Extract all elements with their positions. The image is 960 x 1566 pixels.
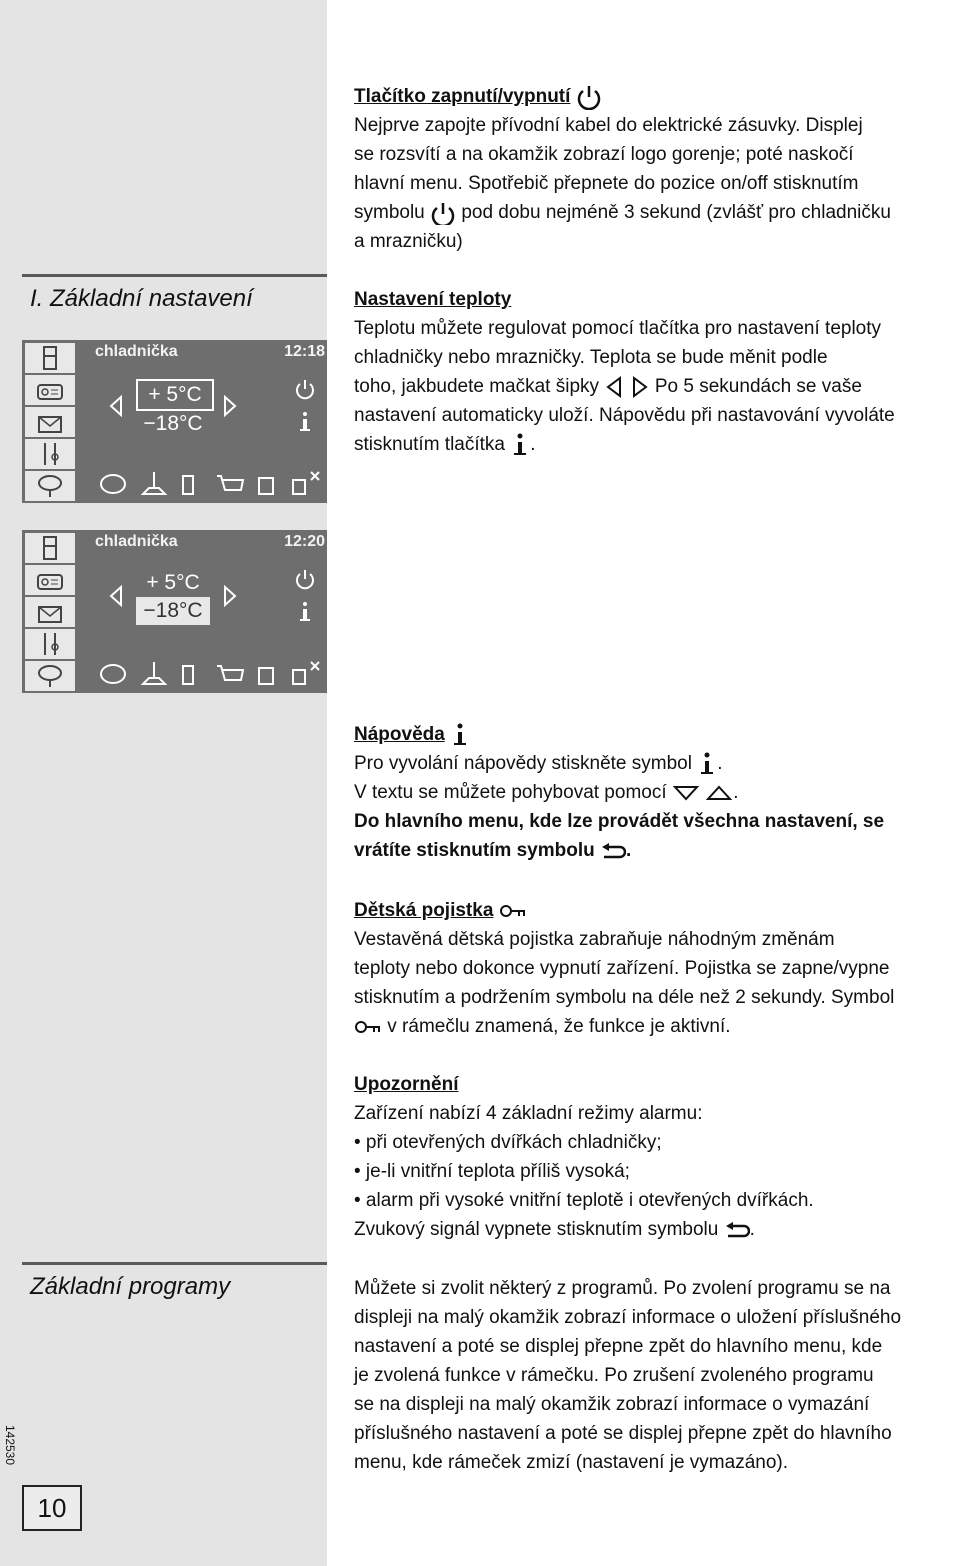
text-line: je zvolená funkce v rámečku. Po zrušení zvoleného programu (354, 1365, 874, 1386)
text-span: . (749, 1219, 755, 1240)
text-line: Můžete si zvolit některý z programů. Po zvolení programu se na (354, 1278, 891, 1299)
text-line: Do hlavního menu, kde lze provádět všechna nastavení, se (354, 811, 885, 832)
tools-icon (25, 439, 75, 469)
page-number: 10 (22, 1485, 82, 1531)
display-screenshot-2 (22, 530, 327, 693)
fridge-temperature[interactable]: + 5°C (146, 571, 200, 594)
arrow-left-icon[interactable] (108, 585, 124, 607)
document-code: 142530 (3, 1424, 17, 1466)
text-line: příslušného nastavení a poté se displej přepne zpět do hlavního (354, 1423, 892, 1444)
text-line: hlavní menu. Spotřebič přepnete do pozice on/off stisknutím (354, 173, 859, 194)
power-icon[interactable] (294, 568, 316, 590)
freezer-temperature[interactable]: −18°C (143, 412, 203, 435)
text-span: stisknutím tlačítka (354, 434, 505, 455)
display-time: 12:20 (284, 533, 325, 550)
info-icon (510, 432, 530, 458)
text-line: nastavení a poté se displej přepne zpět do hlavního menu, kde (354, 1336, 883, 1357)
info-icon[interactable] (296, 600, 314, 624)
section-title: Upozornění (354, 1074, 459, 1095)
arrow-up-icon (705, 783, 733, 803)
text-line: se rozsvítí a na okamžik zobrazí logo gorenje; poté naskočí (354, 144, 854, 165)
arrow-right-icon (630, 375, 650, 399)
back-icon (600, 841, 626, 861)
text-line: stisknutím a podržením symbolu na déle než 2 sekundy. Symbol (354, 987, 895, 1008)
text-span: V textu se můžete pohybovat pomocí (354, 782, 667, 803)
list-item: • při otevřených dvířkách chladničky; (354, 1132, 662, 1153)
text-line: teploty nebo dokonce vypnutí zařízení. Pojistka se zapne/vypne (354, 958, 890, 979)
help-bubble-icon (25, 661, 75, 691)
section-title: Nastavení teploty (354, 289, 512, 310)
section-divider (22, 274, 327, 277)
text-line: displeji na malý okamžik zobrazí informace o uložení příslušného (354, 1307, 902, 1328)
message-icon (25, 407, 75, 437)
fridge-icon (25, 533, 75, 563)
text-span: toho, jakbudete mačkat šipky (354, 376, 600, 397)
text-line: a mrazničku) (354, 231, 463, 252)
temperature-section (354, 285, 954, 459)
text-span: symbolu (354, 202, 425, 223)
arrow-left-icon (604, 375, 624, 399)
freezer-temperature-selected[interactable]: −18°C (136, 597, 210, 625)
fridge-temperature[interactable]: + 5°C (136, 379, 214, 411)
help-section (354, 720, 954, 865)
power-section (354, 82, 954, 256)
section-heading-basic-settings: I. Základní nastavení (30, 285, 253, 312)
section-title: Nápověda (354, 724, 445, 745)
child-lock-section (354, 896, 954, 1041)
key-icon (499, 902, 527, 920)
radio-icon (25, 375, 75, 405)
text-span: . (530, 434, 536, 455)
fridge-icon (25, 343, 75, 373)
text-line: Nejprve zapojte přívodní kabel do elektrické zásuvky. Displej (354, 115, 863, 136)
help-bubble-icon (25, 471, 75, 501)
arrow-right-icon[interactable] (222, 585, 238, 607)
arrow-down-icon (672, 783, 700, 803)
info-icon[interactable] (296, 410, 314, 434)
text-line: Vestavěná dětská pojistka zabraňuje náhodným změnám (354, 929, 835, 950)
section-divider (22, 1262, 327, 1265)
arrow-left-icon[interactable] (108, 395, 124, 417)
sidebar (0, 0, 327, 1566)
text-span: . (626, 840, 632, 861)
power-icon[interactable] (294, 378, 316, 400)
text-line: Zařízení nabízí 4 základní režimy alarmu: (354, 1103, 703, 1124)
text-span: vrátíte stisknutím symbolu (354, 840, 595, 861)
radio-icon (25, 565, 75, 595)
text-line: Teplotu můžete regulovat pomocí tlačítka pro nastavení teploty (354, 318, 882, 339)
alarm-section (354, 1070, 954, 1244)
tools-icon (25, 629, 75, 659)
display-screenshot-1 (22, 340, 327, 503)
section-title: Tlačítko zapnutí/vypnutí (354, 86, 571, 107)
text-line: chladničky nebo mrazničky. Teplota se bude měnit podle (354, 347, 828, 368)
power-icon (576, 84, 602, 110)
text-line: menu, kde rámeček zmizí (nastavení je vymazáno). (354, 1452, 789, 1473)
info-icon (450, 722, 470, 748)
arrow-right-icon[interactable] (222, 395, 238, 417)
list-item: • je-li vnitřní teplota příliš vysoká; (354, 1161, 630, 1182)
display-time: 12:18 (284, 343, 325, 360)
back-icon (724, 1220, 750, 1240)
text-span: . (717, 753, 723, 774)
programs-section (354, 1274, 954, 1477)
key-icon (354, 1018, 382, 1036)
text-span: Po 5 sekundách se vaše (654, 376, 862, 397)
text-span: Zvukový signál vypnete stisknutím symbolu (354, 1219, 719, 1240)
list-item: • alarm při vysoké vnitřní teplotě i otevřených dvířkách. (354, 1190, 814, 1211)
text-span: Pro vyvolání nápovědy stiskněte symbol (354, 753, 692, 774)
text-span: . (733, 782, 739, 803)
text-line: se na displeji na malý okamžik zobrazí informace o vymazání (354, 1394, 870, 1415)
display-title: chladnička (95, 533, 178, 550)
display-title: chladnička (95, 343, 178, 360)
program-icons-row (95, 658, 325, 690)
power-icon (430, 201, 456, 225)
info-icon (697, 751, 717, 777)
text-span: pod dobu nejméně 3 sekund (zvlášť pro chladničku (461, 202, 891, 223)
text-line: nastavení automaticky uloží. Nápovědu při nastavování vyvoláte (354, 405, 895, 426)
program-icons-row (95, 468, 325, 500)
text-span: v rámečlu znamená, že funkce je aktivní. (387, 1016, 731, 1037)
message-icon (25, 597, 75, 627)
section-title: Dětská pojistka (354, 900, 494, 921)
section-heading-basic-programs: Základní programy (30, 1273, 231, 1300)
